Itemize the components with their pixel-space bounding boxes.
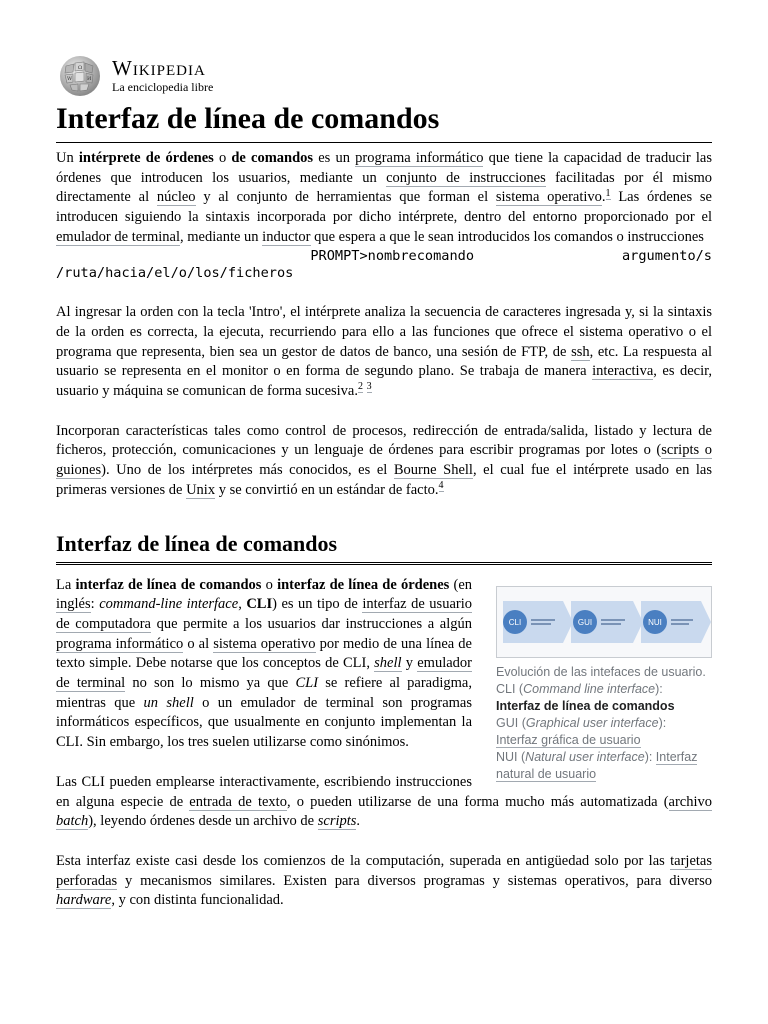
text: GUI (	[496, 715, 526, 730]
section-heading: Interfaz de línea de comandos	[56, 529, 712, 565]
text: por medio de una línea de texto simple. Debe notarse que los conceptos de CLI,	[56, 635, 472, 672]
text: y	[401, 655, 418, 672]
footnote-ref-2[interactable]: 2	[358, 381, 363, 393]
link-sistema-operativo-2[interactable]: sistema operativo	[213, 635, 316, 652]
italic-text: batch	[56, 813, 89, 830]
italic-text: shell	[374, 655, 402, 672]
link-ssh[interactable]: ssh	[571, 343, 590, 360]
paragraph-intro-2	[56, 303, 712, 402]
link-conjunto-de-instrucciones[interactable]: conjunto de instrucciones	[386, 169, 546, 186]
text: , es decir, usuario y máquina se comunican de forma sucesiva.	[56, 363, 712, 400]
text: CLI (	[496, 681, 524, 696]
tiny-text-gui-2	[601, 623, 621, 625]
text: que tiene la capacidad de traducir las órdenes que introducen los usuarios, mediante un	[56, 150, 713, 186]
italic-text: CLI	[295, 675, 319, 692]
text: ) es un tipo de	[272, 596, 363, 613]
link-shell[interactable]	[374, 655, 401, 672]
text: facilitadas por él mismo directamente al	[56, 169, 712, 206]
link-entrada-de-texto[interactable]: entrada de texto	[189, 793, 287, 810]
interface-evolution-diagram	[497, 587, 711, 657]
text: Las CLI pueden emplearse interactivamente, escribiendo instrucciones en alguna especie de	[56, 773, 472, 810]
italic-text: Natural user interface	[525, 749, 645, 764]
text: o un emulador de terminal son programas informáticos específicos, que usualmente en conjunto implementan la CLI. Sin embargo, los tres suelen utilizarse como sinónimos.	[56, 694, 472, 751]
wordmark-title: Wikipedia	[112, 55, 206, 80]
text: Al ingresar la orden con la tecla 'Intro', el intérprete analiza la secuencia de caracteres ingresada y, si la sintaxis de la orden es correcta, la ejecuta, recurriendo para ello a las funciones que ofrece el sistema operativo o el programa que representa, bien sea un gestor de datos de banco, una sesión de FTP, de	[56, 304, 712, 360]
link-bourne-shell[interactable]: Bourne Shell	[393, 462, 473, 479]
bold-term: de comandos	[231, 150, 314, 166]
italic-text: Command line interface	[523, 681, 656, 696]
paragraph-intro-3	[56, 422, 712, 501]
figure-thumbnail	[496, 586, 712, 783]
link-emulador-de-terminal[interactable]: emulador de terminal	[56, 228, 181, 245]
wikipedia-globe-icon	[56, 52, 104, 98]
text: , mediante un	[180, 228, 263, 245]
footnote-ref-1[interactable]: 1	[605, 187, 611, 199]
link-tarjetas-perforadas[interactable]: tarjetas perforadas	[56, 852, 712, 889]
text: que permite a los usuarios dar instrucciones a algún	[150, 615, 472, 632]
svg-text:Ω: Ω	[78, 65, 83, 71]
text: ):	[644, 749, 656, 764]
text: es un	[313, 150, 356, 166]
wordmark	[112, 57, 213, 94]
paragraph-cli-history	[56, 852, 712, 911]
link-unix[interactable]: Unix	[186, 481, 216, 498]
command-args: argumento/s	[621, 247, 712, 264]
section-body	[56, 576, 712, 912]
italic-text: scripts	[317, 813, 357, 830]
text: ):	[658, 715, 667, 730]
caption-cli-term: Interfaz de línea de comandos	[496, 698, 675, 713]
italic-text: command-line interface	[99, 596, 239, 613]
command-path: /ruta/hacia/el/o/los/ficheros	[56, 264, 294, 281]
text: .	[601, 189, 606, 206]
figure-caption	[496, 664, 712, 783]
link-nucleo[interactable]: núcleo	[156, 189, 196, 206]
link-hardware[interactable]	[56, 892, 111, 909]
tiny-text-nui-2	[671, 623, 689, 625]
tiny-text-cli-2	[531, 623, 551, 625]
link-interfaz-natural[interactable]: Interfaz natural de usuario	[496, 749, 698, 781]
text: no son lo mismo ya que	[125, 675, 296, 692]
link-scripts[interactable]	[318, 813, 357, 830]
link-scripts-o-guiones[interactable]: scripts o guiones	[56, 442, 712, 479]
caption-gui-link-row	[496, 732, 712, 749]
link-programa-informatico[interactable]: programa informático	[355, 150, 484, 166]
link-interfaz-grafica[interactable]: Interfaz gráfica de usuario	[496, 732, 641, 747]
text: Un	[56, 150, 79, 166]
italic-text: hardware	[56, 892, 112, 909]
footnote-ref-3[interactable]: 3	[366, 381, 372, 393]
wikipedia-brand[interactable]	[56, 52, 712, 98]
paragraph-intro	[56, 149, 712, 248]
article-page	[56, 52, 712, 911]
tiny-text-nui	[671, 619, 693, 621]
text: que espera a que le sean introducidos los comandos o instrucciones	[310, 228, 704, 245]
link-emulador-de-terminal-2[interactable]: emulador de terminal	[56, 655, 472, 692]
text: .	[356, 813, 361, 830]
caption-cli	[496, 681, 712, 698]
text: Esta interfaz existe casi desde los comienzos de la computación, superada en antigüedad solo por las	[56, 852, 671, 869]
text: La	[56, 576, 76, 593]
text: Incorporan características tales como control de procesos, redirección de entrada/salida, listado y lectura de ficheros, protección, comunicaciones y un lenguaje de órdenes para escribir programas por lotes o (	[56, 422, 712, 459]
text: y mecanismos similares. Existen para diversos programas y sistemas operativos, para diverso	[117, 872, 712, 889]
label-cli: CLI	[508, 617, 522, 627]
svg-text:И: И	[87, 76, 92, 82]
text: Las órdenes se introducen siguiendo la sintaxis incorporada por dicho intérprete, dentro del entorno proporcionado por el	[56, 189, 712, 226]
command-example-line	[56, 248, 712, 264]
bold-term: CLI	[246, 596, 273, 613]
text: y se convirtió en un estándar de facto.	[215, 481, 439, 498]
text: archivo	[668, 793, 713, 810]
text: (en	[449, 576, 473, 593]
text: ,	[238, 596, 247, 613]
italic-text: un shell	[143, 694, 194, 711]
command-prompt: PROMPT>nombrecomando	[310, 247, 475, 264]
page-title: Interfaz de línea de comandos	[56, 100, 712, 143]
link-programa-informatico-2[interactable]: programa informático	[56, 635, 184, 652]
text: ), leyendo órdenes desde un archivo de	[88, 813, 318, 830]
text: , y con distinta funcionalidad.	[111, 892, 284, 909]
text: se refiere al paradigma, mientras que	[56, 675, 472, 711]
tiny-text-gui	[601, 619, 625, 621]
text: o al	[183, 635, 214, 652]
figure-image[interactable]	[496, 586, 712, 658]
caption-text: Evolución de las intefaces de usuario.	[496, 664, 706, 679]
caption-gui	[496, 715, 712, 732]
link-interfaz-de-usuario[interactable]: interfaz de usuario de computadora	[56, 596, 472, 632]
text: ):	[655, 681, 663, 696]
label-nui: NUI	[648, 617, 662, 627]
wordmark-tagline: La enciclopedia libre	[112, 79, 214, 94]
caption-nui	[496, 749, 712, 783]
text: NUI (	[496, 749, 526, 764]
link-sistema-operativo[interactable]: sistema operativo	[495, 189, 602, 206]
text: y al conjunto de herramientas que forman el	[195, 189, 496, 206]
text: ). Uno de los intérpretes más conocidos, es el	[101, 462, 394, 479]
link-interactiva[interactable]: interactiva	[592, 363, 654, 380]
bold-term: intérprete de órdenes	[78, 150, 214, 166]
bold-term: interfaz de línea de órdenes	[277, 576, 450, 593]
label-gui: GUI	[577, 617, 593, 627]
text: , el cual fue el intérprete usado en las primeras versiones de	[56, 462, 713, 498]
text: , etc. La respuesta al usuario se representa en el monitor o en forma de segundo plano. Se trabaja de manera	[56, 343, 713, 380]
text: o	[261, 576, 278, 593]
italic-text: Graphical user interface	[525, 715, 659, 730]
svg-text:W: W	[67, 76, 73, 82]
tiny-text-cli	[531, 619, 555, 621]
bold-term: interfaz de línea de comandos	[75, 576, 262, 593]
link-ingles[interactable]: inglés	[56, 596, 91, 613]
text: , o pueden utilizarse de una forma mucho más automatizada (	[286, 793, 669, 810]
link-inductor[interactable]: inductor	[262, 228, 311, 245]
footnote-ref-4[interactable]: 4	[438, 480, 444, 492]
text: :	[90, 596, 100, 613]
text: o	[213, 150, 232, 166]
